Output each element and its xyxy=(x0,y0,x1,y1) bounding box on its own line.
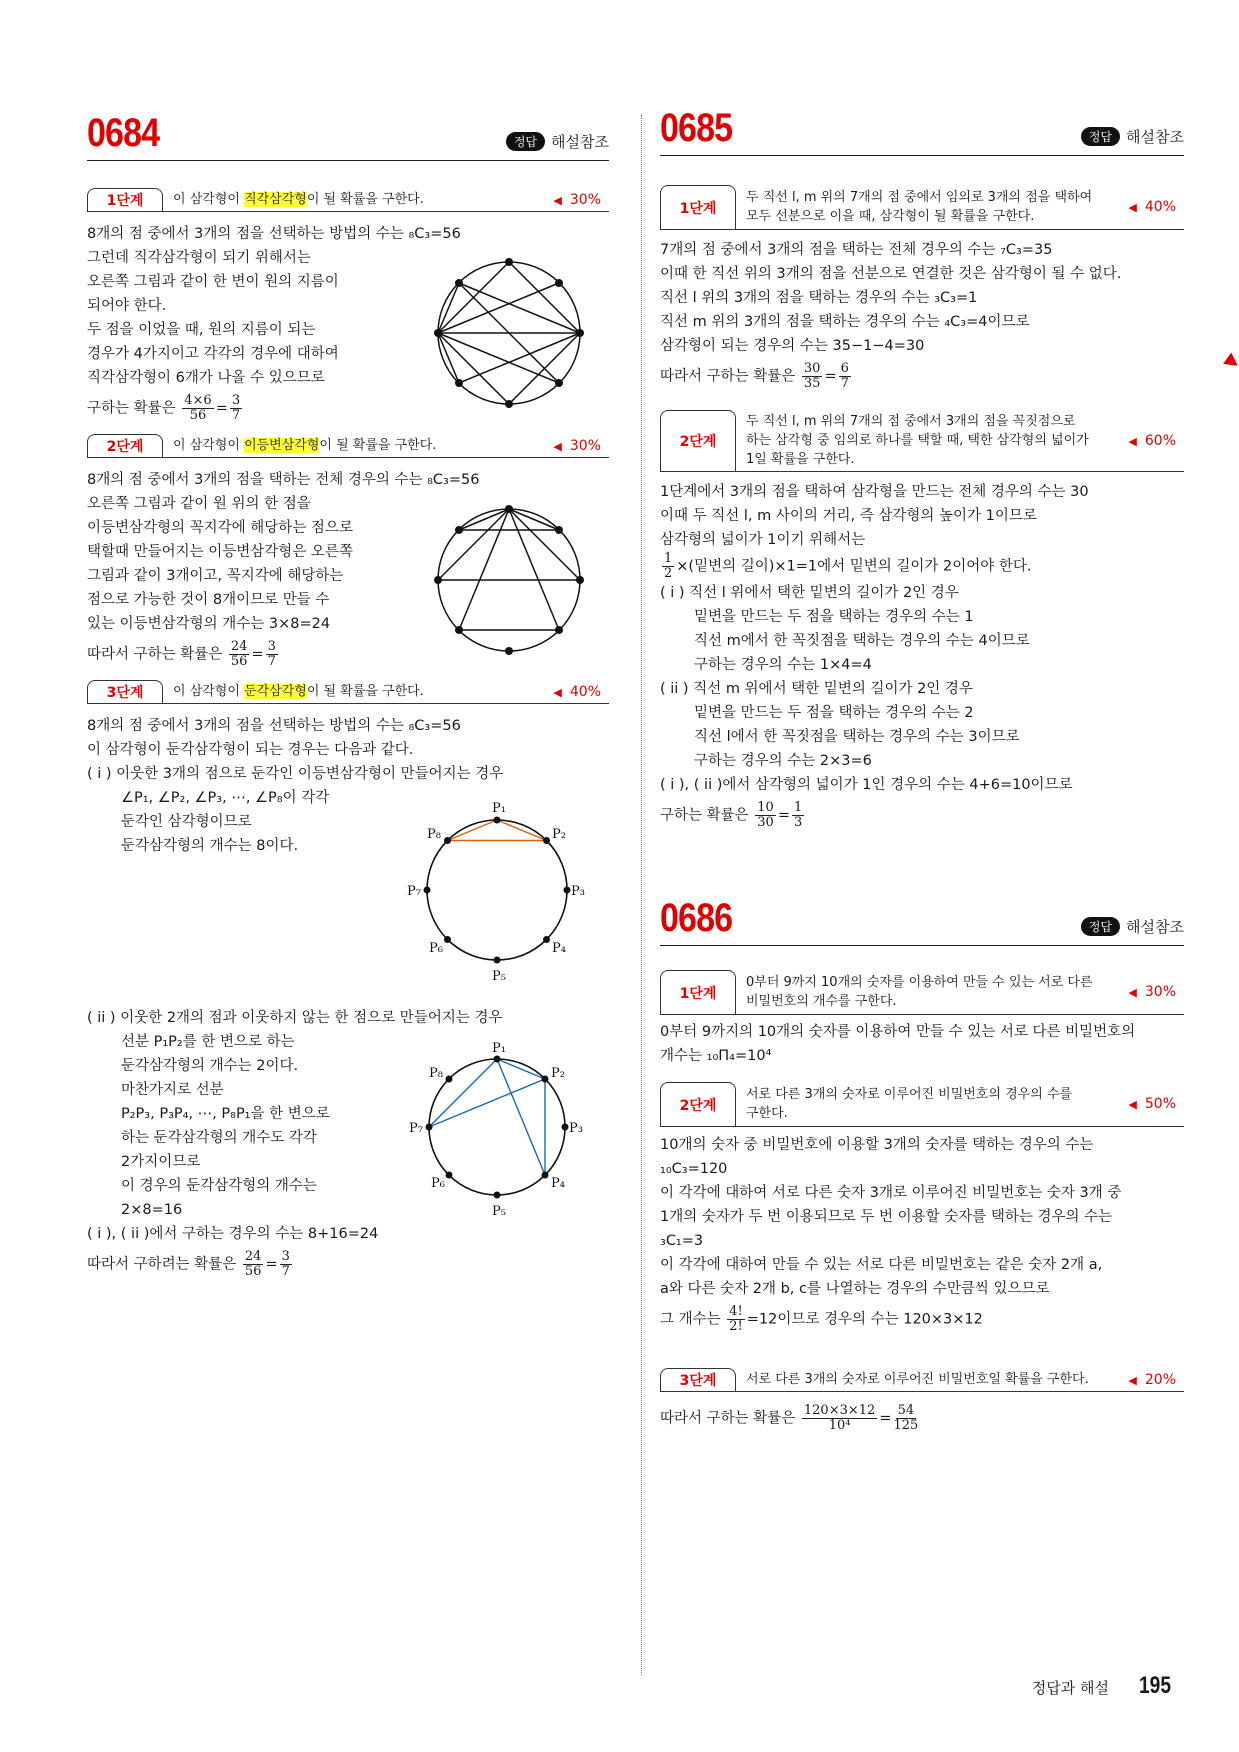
solution-text: 1단계에서 3개의 점을 택하여 삼각형을 만드는 전체 경우의 수는 30 이때 두 직선 l, m 사이의 거리, 즉 삼각형의 높이가 1이므로 삼각형의 넓이가 1이기 위해서는 $\frac{1}{2}$ ×(밑변의 길이)×1=1에서 밑변의 길이가 2이어야 한다. ( i ) 직선 l 위에서 택한 밑변의 길이가 2인 경우 밑변을 만드는 두 점을 택하는 경우의 수는 1 직선 m에서 한 꼭짓점을 택하는 경우의 수는 4이므로 구하는 경우의 수는 1×4=4 ( ii ) 직선 m 위에서 택한 밑변의 길이가 2인 경우 밑변을 만드는 두 점을 택하는 경우의 수는 2 직선 l에서 한 꼭짓점을 택하는 경우의 수는 3이므로 구하는 경우의 수는 2×3=6 ( i ), ( ii )에서 삼각형의 넓이가 1인 경우의 수는 4+6=10이므로 구하는 확률은 $\frac{10}{30}$ = $\frac{1}{3}$ xyxy=(660,484,1089,830)
svg-text:P₁: P₁ xyxy=(492,1041,506,1056)
solution-text: 7개의 점 중에서 3개의 점을 택하는 전체 경우의 수는 ₇C₃=35 이때 한 직선 위의 3개의 점을 선분으로 연결한 것은 삼각형이 될 수 없다. 직선 l 위의 3개의 점을 택하는 경우의 수는 ₃C₃=1 직선 m 위의 3개의 점을 택하는 경우의 수는 ₄C₃=4이므로 삼각형이 되는 경우의 수는 35−1−4=30 따라서 구하는 확률은 $\frac{30}{35}$ = $\frac{6}{7}$ xyxy=(660,242,1122,391)
obtuse-case-i-figure xyxy=(407,790,587,980)
step-tag: 2단계 xyxy=(660,1082,736,1126)
step-2 xyxy=(660,410,1184,472)
obtuse-case-ii-figure xyxy=(407,1030,587,1220)
solution-text: 10개의 숫자 중 비밀번호에 이용할 3개의 숫자를 택하는 경우의 수는 ₁₀C₃=120 이 각각에 대하여 서로 다른 숫자 3개로 이루어진 비밀번호는 숫자 3개 중 1개의 숫자가 두 번 이용되므로 두 번 이용할 숫자를 택하는 경우의 수는 ₃C₁=3 이 각각에 대하여 만들 수 있는 서로 다른 비밀번호는 같은 숫자 2개 a, a와 다른 숫자 2개 b, c를 나열하는 경우의 수만큼씩 있으므로 그 개수는 $\frac{4!}{2!}$ =12이므로 경우의 수는 120×3×12 xyxy=(660,1137,1122,1334)
step-percent: ◀ 50% xyxy=(1128,1096,1184,1112)
step-desc: 이 삼각형이 이등변삼각형이 될 확률을 구한다. xyxy=(173,438,437,453)
step-2 xyxy=(87,434,609,458)
step-desc: 두 직선 l, m 위의 7개의 점 중에서 임의로 3개의 점을 택하여 모두 선분으로 이을 때, 삼각형이 될 확률을 구한다. xyxy=(746,190,1093,224)
step-desc: 서로 다른 3개의 숫자로 이루어진 비밀번호의 경우의 수를 구한다. xyxy=(746,1087,1073,1121)
solution-text: 8개의 점 중에서 3개의 점을 선택하는 방법의 수는 ₈C₃=56 그런데 직각삼각형이 되기 위해서는 오른쪽 그림과 같이 한 변이 원의 지름이 되어야 한다. 두 점을 이었을 때, 원의 지름이 되는 경우가 4가지이고 각각의 경우에 대하여 직각삼각형이 6개가 나올 수 있으므로 구하는 확률은 $\frac{4\times 6}{56}$ = $\frac{3}{7}$ xyxy=(87,226,461,423)
answer-ref-text: 해설참조 xyxy=(1126,128,1184,146)
page-number: 195 xyxy=(1138,1672,1171,1699)
svg-text:P₅: P₅ xyxy=(492,969,506,980)
answer-badge: 정답 xyxy=(1081,127,1120,146)
step-desc: 두 직선 l, m 위의 7개의 점 중에서 3개의 점을 꼭짓점으로 하는 삼각형 중 임의로 하나를 택할 때, 택한 삼각형의 넓이가 1일 확률을 구한다. xyxy=(746,414,1089,467)
answer-reference xyxy=(1081,916,1184,937)
step-tag: 1단계 xyxy=(87,188,163,211)
isosceles-triangle-figure xyxy=(434,505,584,655)
problem-header xyxy=(660,100,1184,156)
svg-text:P₄: P₄ xyxy=(551,1176,565,1191)
step-percent: ◀ 40% xyxy=(553,684,609,700)
step-tag: 1단계 xyxy=(660,970,736,1014)
step-3 xyxy=(660,1368,1184,1392)
svg-text:P₃: P₃ xyxy=(569,1121,583,1136)
svg-text:P₇: P₇ xyxy=(407,884,421,899)
svg-text:P₈: P₈ xyxy=(429,1066,443,1081)
footer-label: 정답과 해설 xyxy=(1031,1679,1109,1697)
step-desc: 이 삼각형이 직각삼각형이 될 확률을 구한다. xyxy=(173,192,424,207)
problem-0686-header xyxy=(660,890,1184,946)
svg-text:P₇: P₇ xyxy=(409,1121,423,1136)
solution-text: ( ii ) 이웃한 2개의 점과 이웃하지 않는 한 점으로 만들어지는 경우 선분 P₁P₂를 한 변으로 하는 둔각삼각형의 개수는 2이다. 마찬가지로 선분 P₂P₃, P₃P₄, ⋯, P₈P₁을 한 변으로 하는 둔각삼각형의 개수도 각각 2가지이므로 이 경우의 둔각삼각형의 개수는 2×8=16 ( i ), ( ii )에서 구하는 경우의 수는 8+16=24 따라서 구하려는 확률은 $\frac{24}{56}$ = $\frac{3}{7}$ xyxy=(87,1010,503,1279)
step-3 xyxy=(87,680,609,704)
solution-text: 0부터 9까지의 10개의 숫자를 이용하여 만들 수 있는 서로 다른 비밀번호의 개수는 ₁₀Π₄=10⁴ xyxy=(660,1024,1136,1064)
step-desc: 서로 다른 3개의 숫자로 이루어진 비밀번호일 확률을 구한다. xyxy=(746,1372,1089,1387)
solution-text: 8개의 점 중에서 3개의 점을 택하는 전체 경우의 수는 ₈C₃=56 오른쪽 그림과 같이 원 위의 한 점을 이등변삼각형의 꼭지각에 해당하는 점으로 택할때 만들어지는 이등변삼각형은 오른쪽 그림과 같이 3개이고, 꼭지각에 해당하는 점으로 가능한 것이 8개이므로 만들 수 있는 이등변삼각형의 개수는 3×8=24 따라서 구하는 확률은 $\frac{24}{56}$ = $\frac{3}{7}$ xyxy=(87,472,480,669)
step-1 xyxy=(87,188,609,212)
step-1 xyxy=(660,970,1184,1015)
solution-text: 8개의 점 중에서 3개의 점을 선택하는 방법의 수는 ₈C₃=56 이 삼각형이 둔각삼각형이 되는 경우는 다음과 같다. ( i ) 이웃한 3개의 점으로 둔각인 이등변삼각형이 만들어지는 경우 ∠P₁, ∠P₂, ∠P₃, ⋯, ∠P₈이 각각 둔각인 삼각형이므로 둔각삼각형의 개수는 8이다. xyxy=(87,718,504,854)
answer-ref-text: 해설참조 xyxy=(1126,918,1184,936)
svg-text:P₆: P₆ xyxy=(431,1176,445,1191)
answer-badge: 정답 xyxy=(506,132,545,151)
step-percent: ◀ 30% xyxy=(1128,984,1184,1000)
step-percent: ◀ 30% xyxy=(553,438,609,454)
step-percent: ◀ 20% xyxy=(1128,1372,1184,1388)
svg-text:P₁: P₁ xyxy=(492,801,506,816)
step-percent: ◀ 60% xyxy=(1128,433,1184,449)
problem-number: 0685 xyxy=(660,106,733,150)
answer-reference xyxy=(506,131,609,152)
answer-badge: 정답 xyxy=(1081,917,1120,936)
page-footer xyxy=(1032,1672,1175,1700)
svg-text:P₂: P₂ xyxy=(552,827,566,842)
step-tag: 1단계 xyxy=(660,185,736,229)
step-tag: 2단계 xyxy=(660,410,736,471)
problem-number: 0684 xyxy=(87,111,160,155)
step-desc: 0부터 9까지 10개의 숫자를 이용하여 만들 수 있는 서로 다른 비밀번호의 개수를 구한다. xyxy=(746,975,1093,1009)
page-edge-marker xyxy=(1223,353,1239,372)
step-tag: 3단계 xyxy=(660,1368,736,1391)
step-2 xyxy=(660,1082,1184,1127)
step-percent: ◀ 30% xyxy=(553,192,609,208)
step-1 xyxy=(660,185,1184,230)
svg-text:P₃: P₃ xyxy=(571,884,585,899)
svg-text:P₆: P₆ xyxy=(429,941,443,956)
step-percent: ◀ 40% xyxy=(1128,199,1184,215)
right-triangle-figure xyxy=(434,258,584,408)
step-tag: 2단계 xyxy=(87,434,163,457)
svg-text:P₈: P₈ xyxy=(427,827,441,842)
step-tag: 3단계 xyxy=(87,680,163,703)
svg-text:P₄: P₄ xyxy=(552,941,566,956)
column-divider xyxy=(641,115,642,1675)
answer-ref-text: 해설참조 xyxy=(551,133,609,151)
solution-text: 따라서 구하는 확률은 $\frac{120\times 3\times 12}{\text{10⁴}}$ = $\frac{54}{125}$ xyxy=(660,1403,919,1433)
step-desc: 이 삼각형이 둔각삼각형이 될 확률을 구한다. xyxy=(173,684,424,699)
answer-reference xyxy=(1081,126,1184,147)
problem-number: 0686 xyxy=(660,896,733,940)
svg-text:P₅: P₅ xyxy=(492,1204,506,1219)
svg-text:P₂: P₂ xyxy=(551,1066,565,1081)
problem-header xyxy=(87,105,609,161)
